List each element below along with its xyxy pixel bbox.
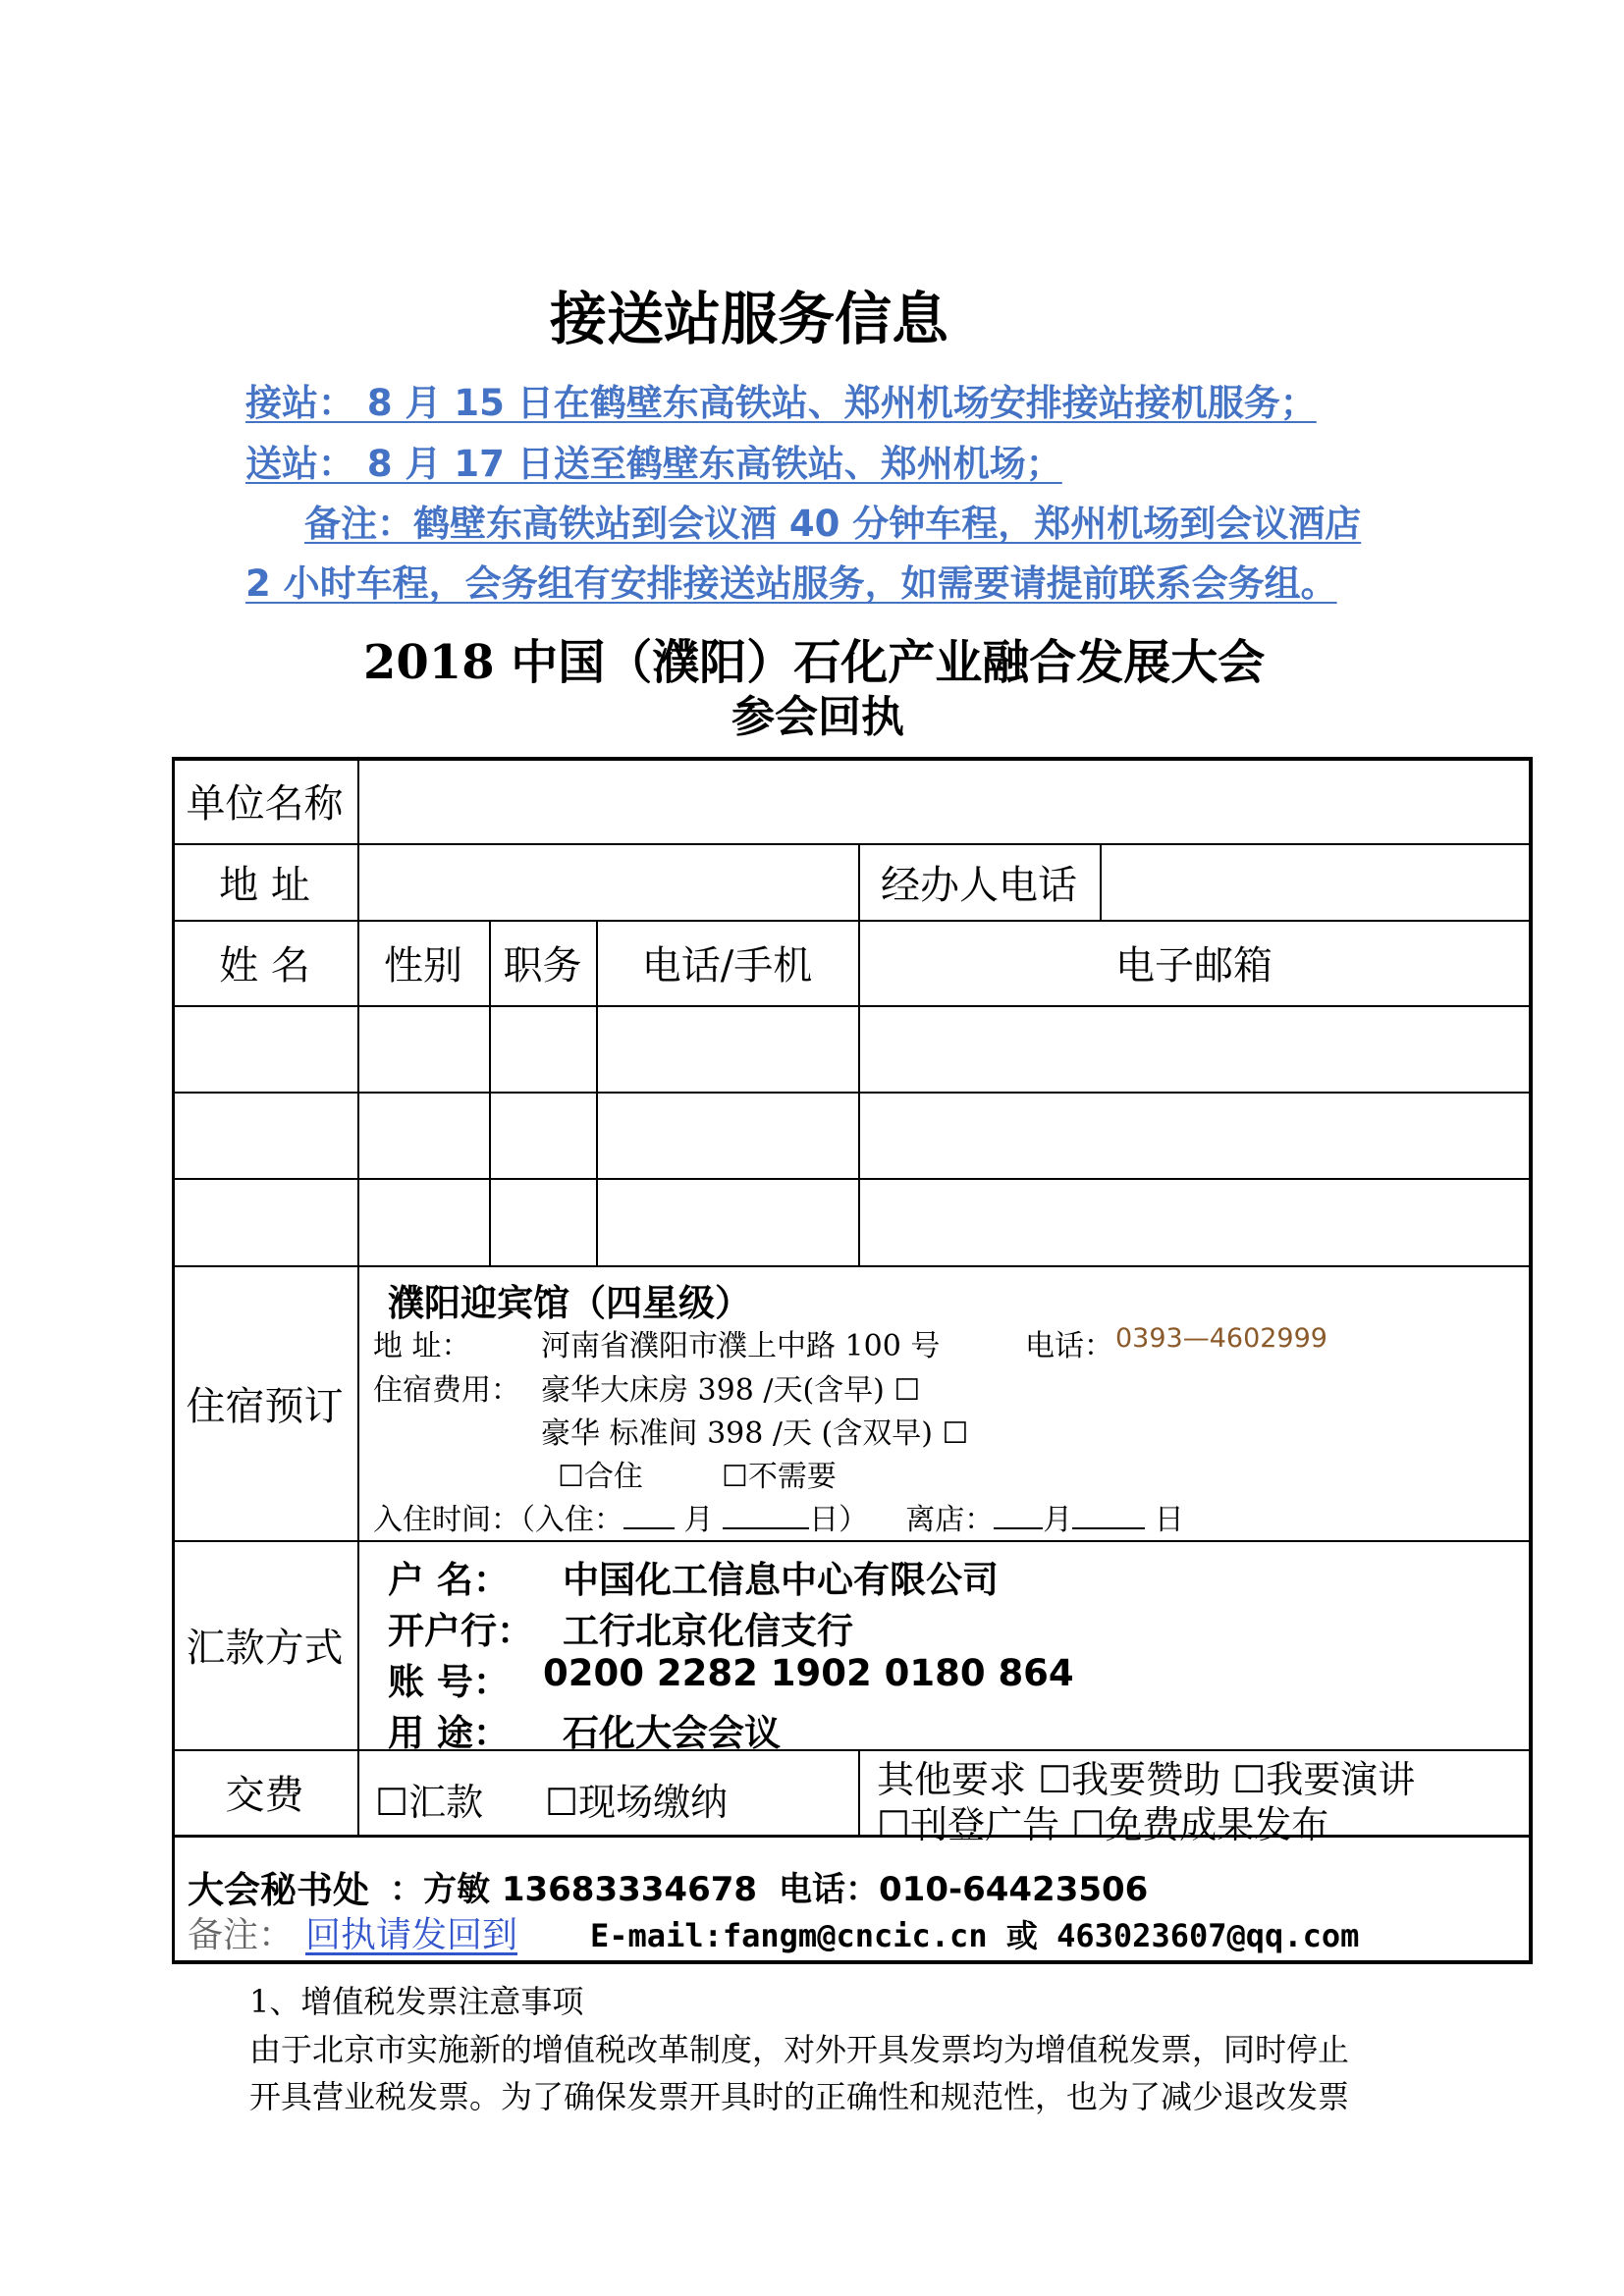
checkin-date-line[interactable] — [373, 1495, 1184, 1538]
table-row[interactable] — [172, 1094, 1528, 1178]
secretariat-label: 大会秘书处 — [188, 1869, 369, 1911]
fee-onsite-checkbox[interactable]: ☐现场缴纳 — [545, 1781, 729, 1824]
bank-label: 开户行： — [388, 1610, 533, 1652]
other-requests-line-2[interactable]: ☐刊登广告 ☐免费成果发布 — [877, 1803, 1329, 1846]
checkout-label: 离店： — [905, 1503, 995, 1537]
checkout-day-unit: 日 — [1154, 1503, 1184, 1537]
conference-subtitle: 参会回执 — [731, 692, 904, 742]
handler-phone-field[interactable] — [1102, 845, 1528, 920]
pickup-note-line-1[interactable]: 备注：鹤壁东高铁站到会议酒 40 分钟车程，郑州机场到会议酒店 — [304, 503, 1362, 545]
checkout-month-unit: 月 — [1043, 1503, 1073, 1537]
lodging-fee-label: 住宿费用： — [373, 1373, 520, 1408]
bank-name: 工行北京化信支行 — [563, 1610, 853, 1652]
column-header-name: 姓 名 — [219, 943, 310, 988]
address-label: 地 址 — [219, 862, 310, 908]
table-row[interactable] — [172, 1180, 1528, 1265]
hotel-name: 濮阳迎宾馆（四星级） — [388, 1282, 751, 1324]
share-room-checkbox[interactable]: ☐合住 — [558, 1460, 643, 1494]
table-border-bottom — [172, 1960, 1533, 1964]
secretariat-contact: ：方敏 13683334678 — [390, 1870, 758, 1909]
registration-form — [172, 757, 1533, 1964]
pickup-title: 接送站服务信息 — [550, 286, 949, 352]
row-divider — [172, 1265, 1533, 1267]
secretariat-phone: 电话：010-64423506 — [779, 1870, 1149, 1909]
pickup-line-1[interactable]: 接站： 8 月 15 日在鹤壁东高铁站、郑州机场安排接站接机服务； — [245, 382, 1317, 424]
column-header-gender: 性别 — [384, 943, 462, 988]
hotel-address: 河南省濮阳市濮上中路 100 号 — [541, 1329, 941, 1363]
checkout-day-blank[interactable] — [1072, 1502, 1145, 1529]
no-lodging-checkbox[interactable]: ☐不需要 — [722, 1460, 837, 1494]
column-header-phone: 电话/手机 — [641, 943, 813, 988]
column-header-title: 职务 — [503, 943, 582, 988]
account-name: 中国化工信息中心有限公司 — [563, 1559, 999, 1601]
checkin-day-blank[interactable] — [723, 1502, 809, 1529]
account-number-label: 账 号： — [388, 1661, 510, 1703]
conference-title: 2018 中国（濮阳）石化产业融合发展大会 — [363, 635, 1266, 690]
hotel-phone-label: 电话： — [1025, 1329, 1113, 1363]
invoice-line-2: 开具营业税发票。为了确保发票开具时的正确性和规范性，也为了减少退改发票 — [249, 2078, 1350, 2115]
purpose-label: 用 途： — [388, 1712, 510, 1754]
room-option-twin[interactable]: 豪华 标准间 398 /天 (含双早) ☐ — [541, 1416, 969, 1451]
checkin-day-unit: 日） — [809, 1503, 869, 1537]
secretariat-note-link[interactable]: 回执请发回到 — [305, 1915, 518, 1955]
invoice-line-1: 由于北京市实施新的增值税改革制度，对外开具发票均为增值税发票，同时停止 — [249, 2031, 1350, 2068]
col-divider — [858, 1749, 860, 1835]
handler-phone-label: 经办人电话 — [881, 862, 1077, 908]
fee-remit-checkbox[interactable]: ☐汇款 — [375, 1781, 484, 1824]
remit-label: 汇款方式 — [186, 1626, 344, 1671]
secretariat-email[interactable]: E-mail:fangm@cncic.cn 或 463023607@qq.com — [590, 1917, 1360, 1954]
other-requests-line-1[interactable]: 其他要求 ☐我要赞助 ☐我要演讲 — [877, 1758, 1416, 1801]
hotel-phone: 0393—4602999 — [1115, 1323, 1327, 1354]
account-name-label: 户 名： — [388, 1559, 510, 1601]
lodging-label: 住宿预订 — [186, 1383, 344, 1429]
pickup-line-2[interactable]: 送站： 8 月 17 日送至鹤壁东高铁站、郑州机场； — [245, 443, 1062, 485]
room-option-king[interactable]: 豪华大床房 398 /天(含早) ☐ — [541, 1373, 921, 1408]
secretariat-note-label: 备注： — [188, 1915, 295, 1955]
account-number: 0200 2282 1902 0180 864 — [543, 1652, 1074, 1694]
checkin-label: 入住时间：（入住： — [373, 1503, 623, 1537]
hotel-address-label: 地 址： — [373, 1329, 471, 1363]
org-name-field[interactable] — [359, 759, 1528, 843]
table-row[interactable] — [172, 1007, 1528, 1092]
checkin-month-blank[interactable] — [623, 1502, 675, 1529]
checkin-month-unit: 月 — [683, 1503, 714, 1537]
org-name-label: 单位名称 — [186, 780, 344, 827]
checkout-month-blank[interactable] — [994, 1502, 1043, 1529]
address-field[interactable] — [359, 845, 856, 920]
fee-label: 交费 — [225, 1773, 304, 1818]
purpose: 石化大会会议 — [563, 1712, 781, 1754]
pickup-note-line-2[interactable]: 2 小时车程，会务组有安排接送站服务，如需要请提前联系会务组。 — [245, 562, 1337, 605]
invoice-heading: 1、增值税发票注意事项 — [249, 1983, 584, 2020]
row-divider — [172, 1540, 1533, 1542]
column-header-email: 电子邮箱 — [1115, 943, 1272, 988]
